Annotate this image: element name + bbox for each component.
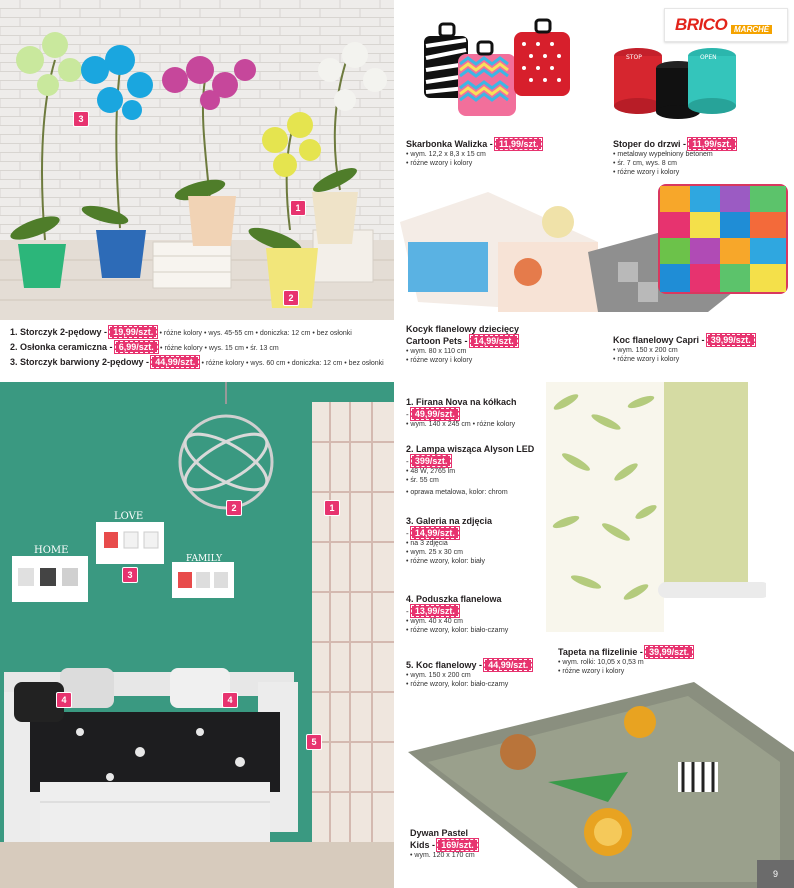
piggy-bank-label: Skarbonka Walizka - — [406, 139, 493, 149]
piggy-bank-text — [406, 138, 542, 168]
textile-item-4: 4. Poduszka flanelowa - 13,99/szt. • wym. 40 x 40 cm • różne wzory, kolor: biało-czarny — [406, 594, 509, 634]
textile-item-5 — [406, 659, 532, 689]
piggy-bank-spec-2: • różne wzory i kolory — [406, 160, 473, 167]
capri-blanket-label: Koc flanelowy Capri - — [613, 335, 705, 345]
door-stopper-label: Stoper do drzwi - — [613, 139, 686, 149]
vertical-divider — [394, 0, 398, 888]
bedroom-badge-3: 3 — [122, 567, 138, 583]
capri-blanket-price: 39,99/szt. — [707, 334, 755, 346]
kids-blanket-text — [406, 324, 519, 365]
piggy-bank-spec-1: • wym. 12,2 x 8,3 x 15 cm — [406, 151, 486, 158]
horizontal-divider — [0, 376, 794, 382]
door-stopper-spec-3: • różne wzory i kolory — [613, 169, 680, 176]
textile-item-3-spec-2: • wym. 25 x 30 cm — [406, 549, 463, 556]
wallpaper-price: 39,99/szt. — [645, 646, 693, 658]
orchid-badge-1: 1 — [290, 200, 306, 216]
textile-item-5-spec-1: • wym. 150 x 200 cm — [406, 672, 471, 679]
orchid-item-1-label: 1. Storczyk 2-pędowy - — [10, 327, 108, 337]
textile-item-2-price: 399/szt. — [411, 455, 452, 467]
wallpaper-illustration — [546, 382, 766, 642]
bedroom-badge-1: 1 — [324, 500, 340, 516]
textile-item-2: 2. Lampa wisząca Alyson LED - 399/szt. • 48 W, 2765 lm • śr. 55 cm • oprawa metalowa, kolor: chrom — [406, 444, 535, 496]
orchid-item-3-spec: • różne kolory • wys. 60 cm • doniczka: 12 cm • bez osłonki — [201, 360, 384, 367]
capri-blanket-spec-1: • wym. 150 x 200 cm — [613, 347, 678, 354]
page-number: 9 — [757, 860, 794, 888]
textile-item-2-label: 2. Lampa wisząca Alyson LED — [406, 444, 535, 454]
capri-blanket-spec-2: • różne wzory i kolory — [613, 356, 680, 363]
bedroom-badge-4a: 4 — [56, 692, 72, 708]
kids-blanket-spec-1: • wym. 80 x 110 cm — [406, 348, 467, 355]
textile-item-5-label: 5. Koc flanelowy - — [406, 660, 483, 670]
textile-item-3-label: 3. Galeria na zdjęcia — [406, 516, 493, 526]
kids-blanket-label-2: Cartoon Pets - — [406, 336, 468, 346]
rug-spec-1: • wym. 120 x 170 cm — [410, 852, 475, 859]
stopper-sign-stop: STOP — [626, 54, 642, 61]
wallpaper-text — [558, 646, 693, 676]
frame-text-family: FAMILY — [186, 554, 223, 564]
textile-item-5-spec-2: • różne wzory, kolor: biało-czarny — [406, 681, 509, 688]
bedroom-badge-2: 2 — [226, 500, 242, 516]
textile-item-4-price: 13,99/szt. — [411, 605, 459, 617]
orchid-item-1 — [10, 326, 352, 338]
blankets-illustration — [398, 182, 794, 322]
textile-item-3-spec-1: • na 3 zdjęcia — [406, 540, 448, 547]
door-stopper-price: 11,99/szt. — [688, 138, 736, 150]
stopper-sign-open: OPEN — [700, 54, 717, 61]
kids-blanket-price: 14,99/szt. — [470, 335, 518, 347]
brico-logo-sub: MARCHÉ — [731, 25, 772, 34]
bedroom-illustration — [0, 382, 394, 888]
textile-item-2-spec-2: • śr. 55 cm — [406, 477, 439, 484]
brico-logo-main: BRICO — [675, 15, 728, 34]
textile-item-1-spec-1: • wym. 140 x 245 cm • różne kolory — [406, 421, 516, 428]
orchids-illustration — [0, 0, 394, 320]
textile-item-5-price: 44,99/szt. — [484, 659, 532, 671]
orchid-badge-2: 2 — [283, 290, 299, 306]
bedroom-section — [0, 382, 394, 888]
textile-item-4-spec-2: • różne wzory, kolor: biało-czarny — [406, 627, 509, 634]
textile-item-1-label: 1. Firana Nova na kółkach — [406, 397, 517, 407]
orchid-item-3-label: 3. Storczyk barwiony 2-pędowy - — [10, 357, 150, 367]
piggy-bank-price: 11,99/szt. — [495, 138, 543, 150]
wallpaper-spec-2: • różne wzory i kolory — [558, 668, 625, 675]
frame-text-home: HOME — [34, 545, 69, 556]
bedroom-badge-4b: 4 — [222, 692, 238, 708]
rug-price: 169/szt. — [437, 839, 478, 851]
textile-item-3-price: 14,99/szt. — [411, 527, 459, 539]
orchid-item-1-price: 19,99/szt. — [109, 326, 157, 338]
orchid-item-2-price: 6,99/szt. — [115, 341, 158, 353]
frame-text-love: LOVE — [114, 511, 144, 522]
orchid-item-2-spec: • różne kolory • wys. 15 cm • śr. 13 cm — [160, 345, 279, 352]
orchid-item-2 — [10, 341, 279, 353]
rug-label-2: Kids - — [410, 840, 436, 850]
textile-item-1-price: 49,99/szt. — [411, 408, 459, 420]
brico-logo — [664, 8, 788, 42]
door-stopper-spec-1: • metalowy wypełniony betonem — [613, 151, 713, 158]
textile-item-3: 3. Galeria na zdjęcia - 14,99/szt. • na 3 zdjęcia • wym. 25 x 30 cm • różne wzory, kolor: biały — [406, 516, 493, 565]
door-stopper-spec-2: • śr. 7 cm, wys. 8 cm — [613, 160, 677, 167]
orchid-item-2-label: 2. Osłonka ceramiczna - — [10, 342, 113, 352]
orchid-item-3 — [10, 356, 384, 368]
orchids-photo — [0, 0, 394, 320]
orchids-section — [0, 0, 394, 376]
wallpaper-label: Tapeta na flizelinie - — [558, 647, 643, 657]
textile-item-3-spec-3: • różne wzory, kolor: biały — [406, 558, 485, 565]
textile-item-1: 1. Firana Nova na kółkach - 49,99/szt. • wym. 140 x 245 cm • różne kolory — [406, 397, 517, 428]
door-stopper-illustration — [608, 40, 748, 120]
piggy-bank-illustration — [410, 10, 580, 130]
accessories-section — [398, 0, 794, 376]
textile-item-2-spec-1: • 48 W, 2765 lm — [406, 468, 456, 475]
orchid-badge-3: 3 — [73, 111, 89, 127]
orchid-item-1-spec: • różne kolory • wys. 45-55 cm • doniczka: 12 cm • bez osłonki — [159, 330, 352, 337]
textiles-section — [398, 382, 794, 888]
wallpaper-spec-1: • wym. rolki: 10,05 x 0,53 m — [558, 659, 644, 666]
textile-item-4-spec-1: • wym. 40 x 40 cm — [406, 618, 463, 625]
door-stopper-text — [613, 138, 736, 177]
textile-item-4-label: 4. Poduszka flanelowa — [406, 594, 502, 604]
bedroom-badge-5: 5 — [306, 734, 322, 750]
kids-blanket-label-1: Kocyk flanelowy dziecięcy — [406, 324, 520, 334]
textile-item-2-spec-3: • oprawa metalowa, kolor: chrom — [406, 489, 508, 496]
orchid-item-3-price: 44,99/szt. — [151, 356, 199, 368]
kids-blanket-spec-2: • różne wzory i kolory — [406, 357, 473, 364]
capri-blanket-text — [613, 334, 755, 364]
rug-text — [410, 828, 478, 860]
rug-label-1: Dywan Pastel — [410, 828, 469, 838]
